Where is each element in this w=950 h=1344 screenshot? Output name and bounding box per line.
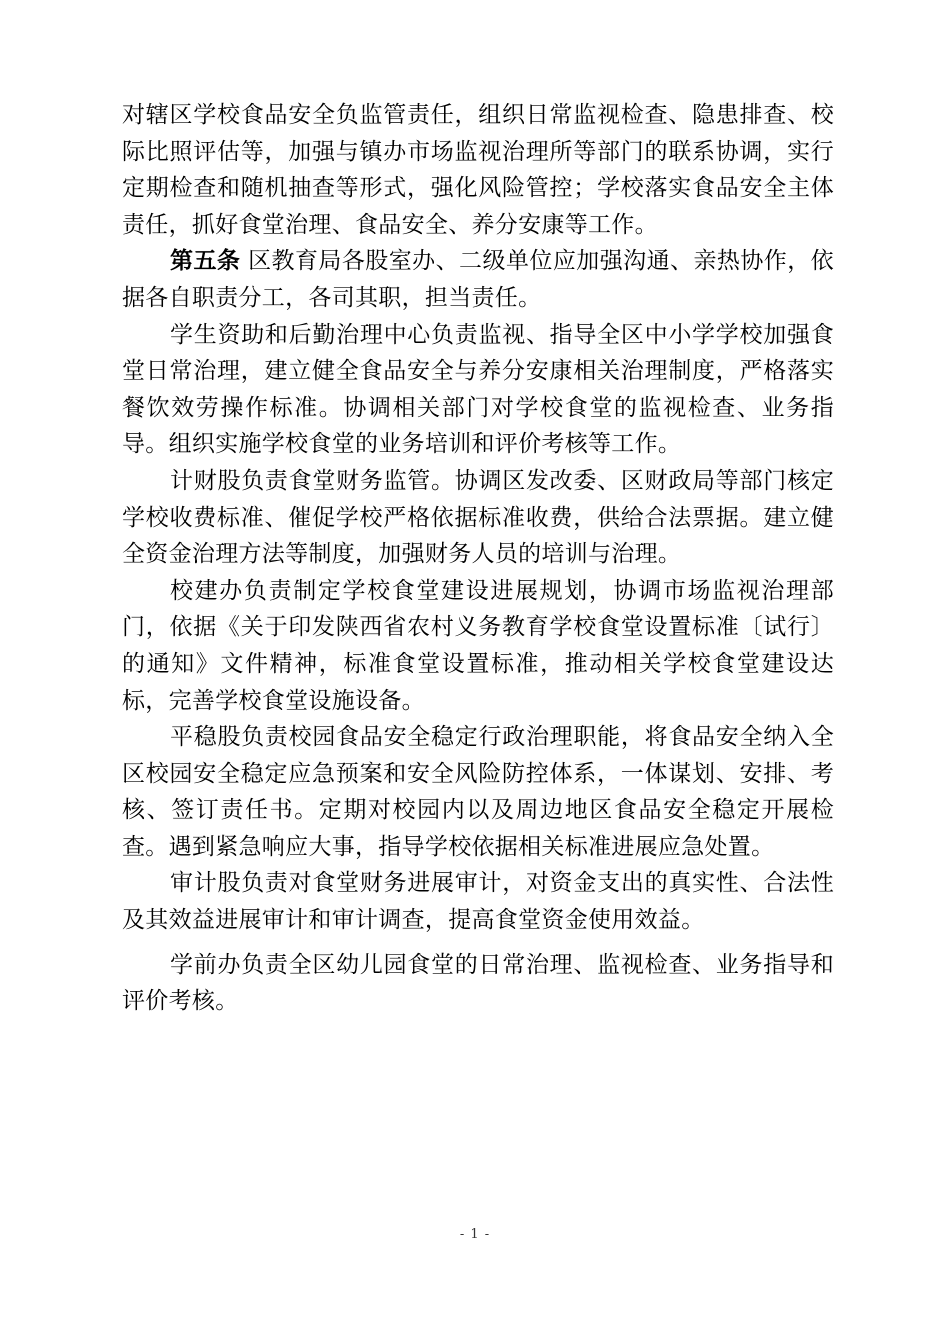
paragraph-4 bbox=[122, 463, 834, 573]
paragraph-2 bbox=[122, 243, 834, 316]
paragraph-5-text: 校建办负责制定学校食堂建设进展规划，协调市场监视治理部门，依据《关于印发陕西省农村义务教育学校食堂设置标准〔试行〕的通知》文件精神，标准食堂设置标准，推动相关学校食堂建设达标，完善学校食堂设施设备。 bbox=[122, 577, 834, 714]
paragraph-8-text: 学前办负责全区幼儿园食堂的日常治理、监视检查、业务指导和评价考核。 bbox=[122, 951, 834, 1015]
article-heading: 第五条 bbox=[170, 248, 241, 275]
paragraph-3 bbox=[122, 317, 834, 463]
paragraph-8 bbox=[122, 947, 834, 1020]
document-body bbox=[122, 97, 834, 1020]
paragraph-6 bbox=[122, 719, 834, 865]
paragraph-4-text: 计财股负责食堂财务监管。协调区发改委、区财政局等部门核定学校收费标准、催促学校严格依据标准收费，供给合法票据。建立健全资金治理方法等制度，加强财务人员的培训与治理。 bbox=[122, 467, 834, 568]
paragraph-1-text: 对辖区学校食品安全负监管责任，组织日常监视检查、隐患排查、校际比照评估等，加强与镇办市场监视治理所等部门的联系协调，实行定期检查和随机抽查等形式，强化风险管控；学校落实食品安全主体责任，抓好食堂治理、食品安全、养分安康等工作。 bbox=[122, 102, 834, 238]
page-number: - 1 - bbox=[459, 1227, 491, 1242]
paragraph-1 bbox=[122, 97, 834, 243]
paragraph-3-text: 学生资助和后勤治理中心负责监视、指导全区中小学学校加强食堂日常治理，建立健全食品安全与养分安康相关治理制度，严格落实餐饮效劳操作标准。协调相关部门对学校食堂的监视检查、业务指导。组织实施学校食堂的业务培训和评价考核等工作。 bbox=[122, 321, 834, 458]
paragraph-6-text: 平稳股负责校园食品安全稳定行政治理职能，将食品安全纳入全区校园安全稳定应急预案和安全风险防控体系，一体谋划、安排、考核、签订责任书。定期对校园内以及周边地区食品安全稳定开展检查。遇到紧急响应大事，指导学校依据相关标准进展应急处置。 bbox=[122, 724, 834, 860]
paragraph-7-text: 审计股负责对食堂财务进展审计，对资金支出的真实性、合法性及其效益进展审计和审计调查，提高食堂资金使用效益。 bbox=[122, 870, 834, 934]
paragraph-5 bbox=[122, 573, 834, 719]
paragraph-7 bbox=[122, 865, 834, 938]
paragraph-2-text: 区教育局各股室办、二级单位应加强沟通、亲热协作，依据各自职责分工，各司其职，担当责任。 bbox=[122, 248, 834, 311]
